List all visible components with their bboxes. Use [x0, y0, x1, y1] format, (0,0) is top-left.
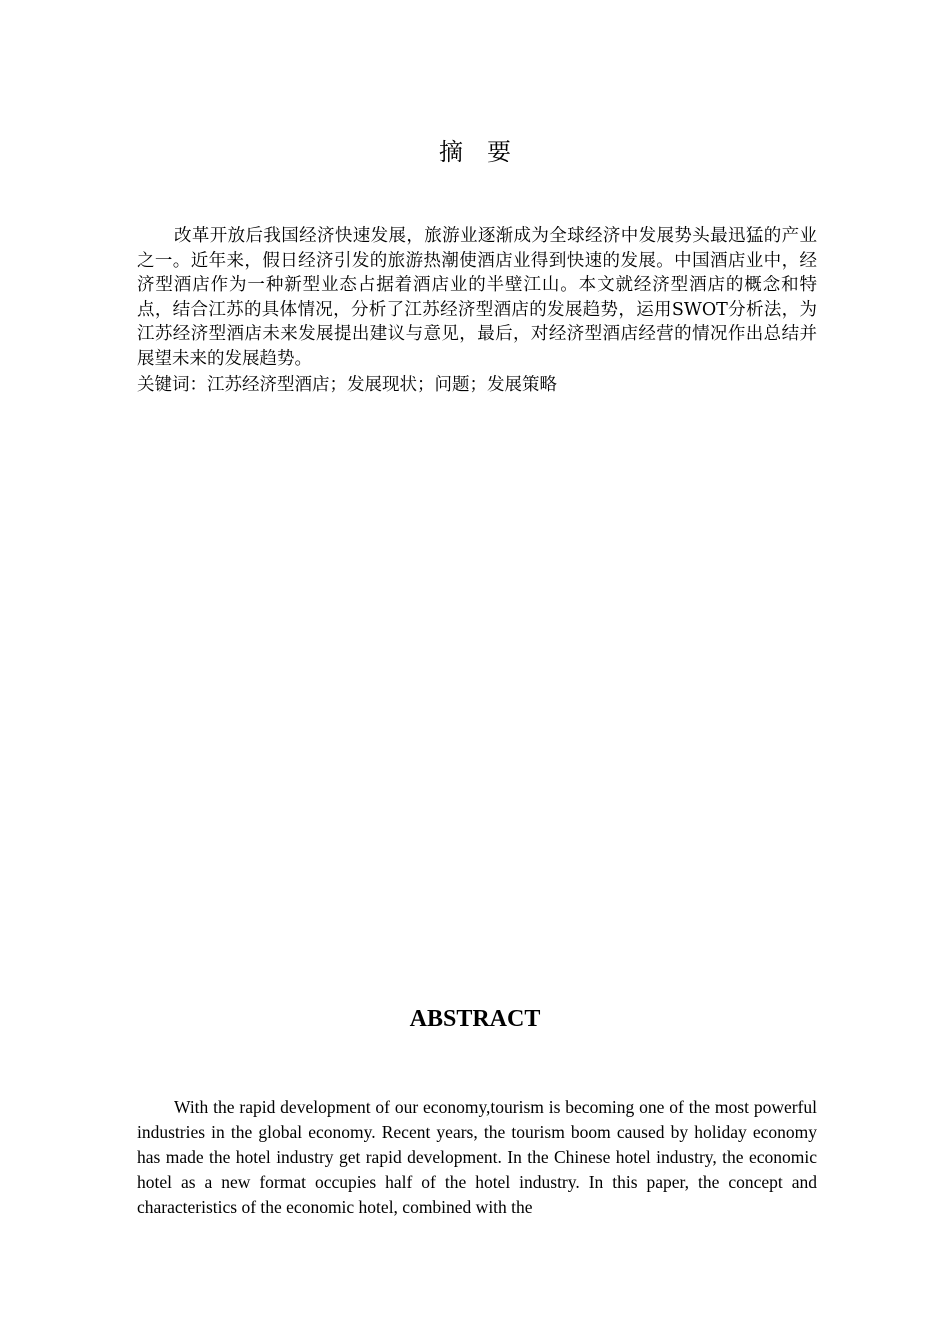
chinese-keywords-line	[137, 373, 817, 398]
chinese-abstract-body: 改革开放后我国经济快速发展，旅游业逐渐成为全球经济中发展势头最迅猛的产业之一。近年来，假日经济引发的旅游热潮使酒店业得到快速的发展。中国酒店业中，经济型酒店作为一种新型业态占据着酒店业的半壁江山。本文就经济型酒店的概念和特点，结合江苏的具体情况，分析了江苏经济型酒店的发展趋势，运用SWOT分析法，为江苏经济型酒店未来发展提出建议与意见，最后，对经济型酒店经营的情况作出总结并展望未来的发展趋势。	[137, 226, 817, 369]
english-abstract-title: ABSTRACT	[409, 1006, 541, 1032]
english-abstract-body: With the rapid development of our economy,tourism is becoming one of the most powerful industries in the global economy. Recent years, the tourism boom caused by holiday economy has made the hotel industry get rapid development. In the Chinese hotel industry, the economic hotel as a new format occupies half of the hotel industry. In this paper, the concept and characteristics of the economic hotel, combined with the	[137, 1097, 817, 1217]
keywords-list: 江苏经济型酒店；发展现状；问题；发展策略	[207, 375, 557, 395]
keywords-label: 关键词：	[137, 375, 207, 395]
chinese-abstract-title: 摘要	[439, 138, 535, 166]
